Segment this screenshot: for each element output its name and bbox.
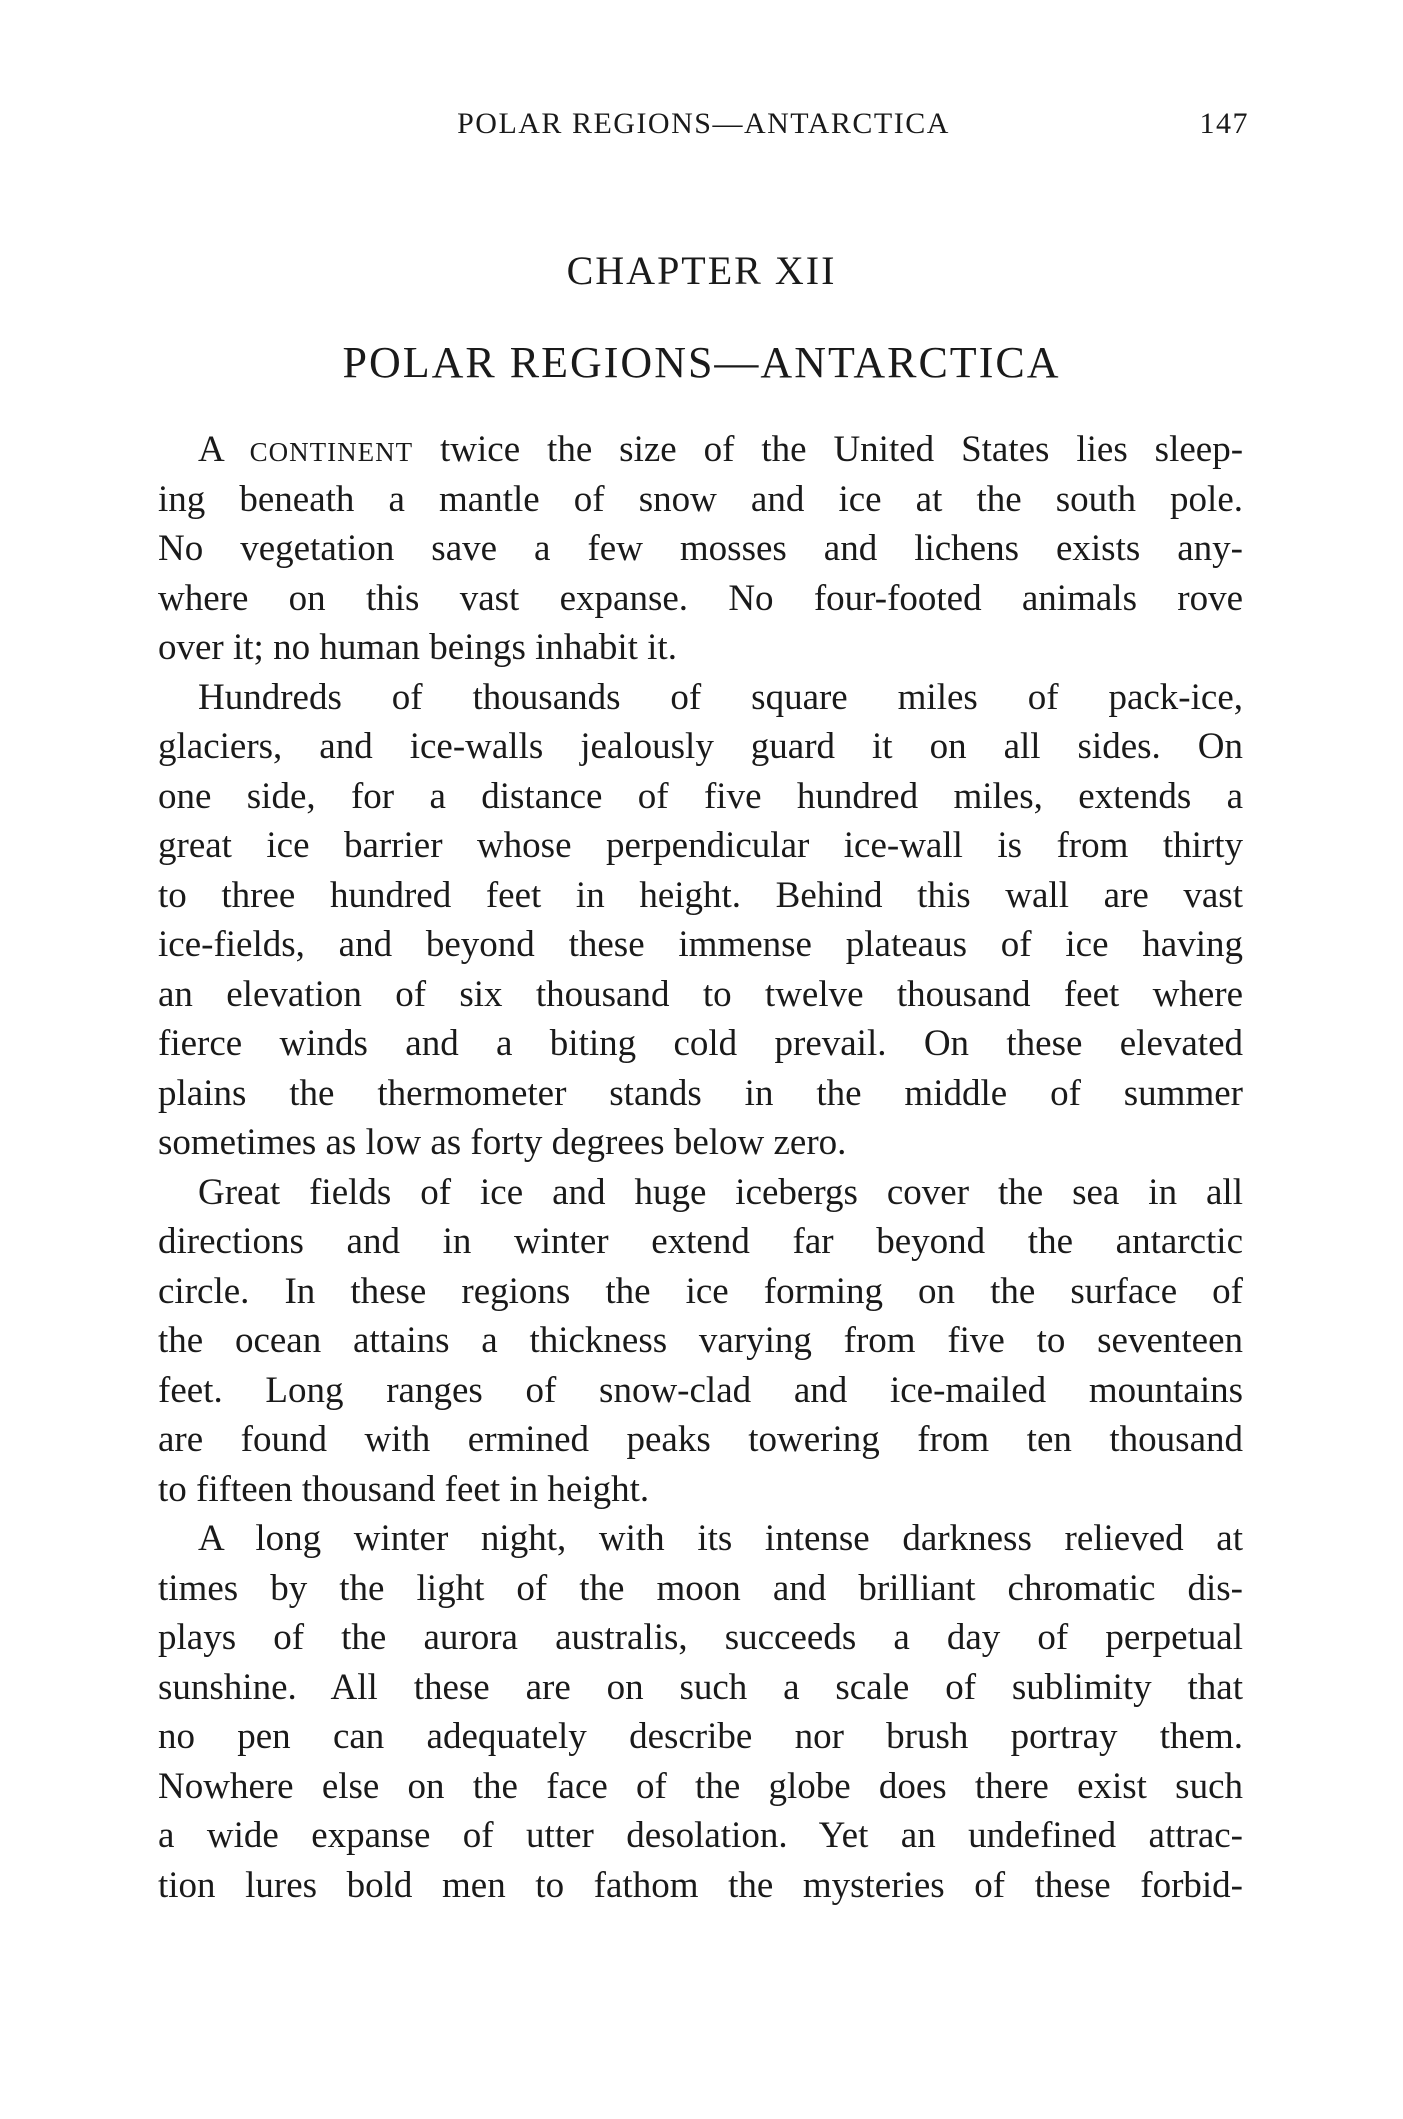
text-line bbox=[198, 425, 1243, 475]
text-line: are found with ermined peaks towering from ten thousand bbox=[158, 1419, 1243, 1461]
text-line: a wide expanse of utter desolation. Yet an undefined attrac- bbox=[158, 1815, 1243, 1857]
smallcaps-word: CONTINENT bbox=[249, 437, 414, 468]
running-head: POLAR REGIONS—ANTARCTICA bbox=[457, 107, 950, 140]
text-line: ing beneath a mantle of snow and ice at the south pole. bbox=[158, 478, 1243, 520]
text-line: to fifteen thousand feet in height. bbox=[158, 1468, 650, 1510]
text-line: sometimes as low as forty degrees below zero. bbox=[158, 1122, 847, 1164]
text-line: times by the light of the moon and brilliant chromatic dis- bbox=[158, 1567, 1243, 1609]
text-line: Hundreds of thousands of square miles of pack-ice, bbox=[198, 676, 1243, 718]
text-line: plays of the aurora australis, succeeds a day of perpetual bbox=[158, 1617, 1243, 1659]
text-line: great ice barrier whose perpendicular ice-wall is from thirty bbox=[158, 825, 1243, 867]
text-line: plains the thermometer stands in the middle of summer bbox=[158, 1072, 1243, 1114]
text-line: Great fields of ice and huge icebergs cover the sea in all bbox=[198, 1171, 1243, 1213]
text-line: where on this vast expanse. No four-footed animals rove bbox=[158, 577, 1243, 619]
text-line: one side, for a distance of five hundred miles, extends a bbox=[158, 775, 1243, 817]
text-line: feet. Long ranges of snow-clad and ice-mailed mountains bbox=[158, 1369, 1243, 1411]
text-line: to three hundred feet in height. Behind this wall are vast bbox=[158, 874, 1243, 916]
text-line: tion lures bold men to fathom the mysteries of these forbid- bbox=[158, 1864, 1243, 1906]
text-line: no pen can adequately describe nor brush portray them. bbox=[158, 1716, 1243, 1758]
page-number: 147 bbox=[1199, 107, 1249, 140]
text-line: directions and in winter extend far beyond the antarctic bbox=[158, 1221, 1243, 1263]
text-line: the ocean attains a thickness varying from five to seventeen bbox=[158, 1320, 1243, 1362]
text-line: sunshine. All these are on such a scale of sublimity that bbox=[158, 1666, 1243, 1708]
text-line: A long winter night, with its intense darkness relieved at bbox=[198, 1518, 1243, 1560]
text-line: Nowhere else on the face of the globe does there exist such bbox=[158, 1765, 1243, 1807]
line-text: twice the size of the United States lies sleep- bbox=[440, 429, 1244, 471]
text-line: circle. In these regions the ice forming on the surface of bbox=[158, 1270, 1243, 1312]
chapter-title: POLAR REGIONS—ANTARCTICA bbox=[342, 338, 1061, 387]
text-line: glaciers, and ice-walls jealously guard it on all sides. On bbox=[158, 726, 1243, 768]
text-line: fierce winds and a biting cold prevail. On these elevated bbox=[158, 1023, 1243, 1065]
chapter-number: CHAPTER XII bbox=[566, 248, 837, 293]
text-line: an elevation of six thousand to twelve thousand feet where bbox=[158, 973, 1243, 1015]
lead-letter: A bbox=[198, 429, 223, 471]
text-line: ice-fields, and beyond these immense plateaus of ice having bbox=[158, 924, 1243, 966]
text-line: No vegetation save a few mosses and lichens exists any- bbox=[158, 528, 1243, 570]
text-line: over it; no human beings inhabit it. bbox=[158, 627, 677, 669]
